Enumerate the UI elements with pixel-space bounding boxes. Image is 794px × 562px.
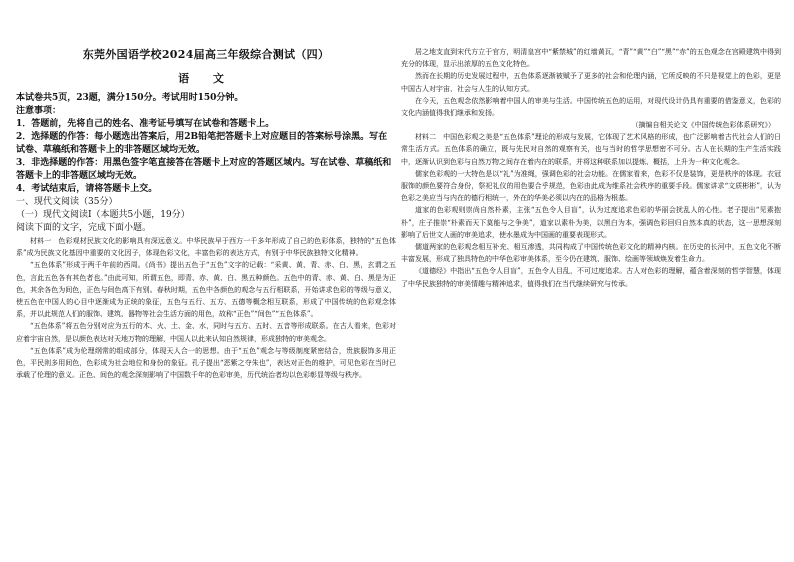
note-item: 3．非选择题的作答：用黑色签字笔直接答在答题卡上对应的答题区域内。写在试卷、草稿纸和答题卡上的非答题区域均无效。 xyxy=(16,158,392,181)
passage-paragraph: “五色体系”形成于两千年前的西周。《尚书》提出五色于“五色”文字的记载：“采黄、黄、青、赤、白、黑，玄谓之五色，言此五色各有其色者也。”由此可知，所谓五色，即青、赤、黄、白、黑五种颜色。五色中的青、赤、黄、白、黑是为正色，其余各色为间色，正色与间色高下有别。春秋时期，五色中各颜色的观念与五行相联系，开始讲求色彩的等级与意义，使五色在中国人的心目中逐渐成为正统的象征，五色与五行、五方、五德等概念相互联系，形成了中国传统的色彩观念体系，并以此规范人们的服饰、建筑、器物等社会生活方面的用色，故称“正色”“间色”“五色体系”。 xyxy=(16,261,396,319)
passage-paragraph: 在今天，五色观念依然影响着中国人的审美与生活。中国传统五色的运用，对现代设计仍具有重要的借鉴意义，色彩的文化内涵值得我们继承和发扬。 xyxy=(401,96,781,118)
passage-paragraph: 然而在长期的历史发展过程中，五色体系逐渐被赋予了更多的社会和伦理内涵，它所反映的不只是视觉上的色彩，更是中国古人对宇宙、社会与人生的认知方式。 xyxy=(401,72,781,93)
passage-paragraph: 儒家色彩观的一大特色是以“礼”为准绳，强调色彩的社会功能。在儒家看来，色彩不仅是装饰，更是秩序的体现。衣冠服饰的颜色要符合身份，祭祀礼仪的用色要合乎规范，色彩由此成为维系社会秩序的重要手段。儒家讲求“文质彬彬”，认为色彩之美应当与内在的德行相统一，外在的华美必须以内在的品格为根基。 xyxy=(401,169,781,203)
passage-paragraph: “五色体系”将五色分别对应为五行的木、火、土、金、水，同时与五方、五时、五音等形成联系。在古人看来，色彩对应着宇宙自然，是以颜色表达对天地万物的理解，中国人以此来认知自然规律，形成独特的审美观念。 xyxy=(16,322,396,343)
left-column xyxy=(16,0,396,562)
source-citation: （摘编自相关论文《中国传统色彩体系研究》） xyxy=(631,121,775,130)
note-item: 4．考试结束后，请将答题卡上交。 xyxy=(16,184,158,194)
reading-instruction: 阅读下面的文字，完成下面小题。 xyxy=(16,223,152,233)
subsection-heading: （一）现代文阅读Ⅰ（本题共5小题，19分） xyxy=(16,210,190,220)
right-column xyxy=(401,0,781,562)
note-item: 2．选择题的作答：每小题选出答案后，用2B铅笔把答题卡上对应题目的答案标号涂黑。写在试卷、草稿纸和答题卡上的非答题区域均无效。 xyxy=(16,132,388,155)
exam-info: 本试卷共5页，23题，满分150分。考试用时150分钟。 xyxy=(16,93,244,103)
exam-title: 东莞外国语学校2024届高三年级综合测试（四） xyxy=(82,48,330,61)
passage-paragraph: 《道德经》中指出“五色令人目盲”，五色令人目乱，不可过度追求。古人对色彩的理解，蕴含着深刻的哲学智慧，体现了中华民族独特的审美情趣与精神追求，值得我们在当代继续研究与传承。 xyxy=(401,267,781,288)
notes-heading: 注意事项： xyxy=(16,106,62,116)
subject-title: 语 文 xyxy=(178,72,234,85)
passage-paragraph: 儒道两家的色彩观念相互补充、相互渗透，共同构成了中国传统色彩文化的精神内核。在历史的长河中，五色文化不断丰富发展，形成了独具特色的中华色彩审美体系，至今仍在建筑、服饰、绘画等领域焕发着生命力。 xyxy=(401,243,781,264)
passage-paragraph: “五色体系”成为伦理纲常的组成部分，体现天人合一的思想。由于“五色”观念与等级制度紧密结合，贵族服饰多用正色，平民则多用间色，色彩成为社会地位和身份的象征。孔子提出“恶紫之夺朱也”，表达对正色的维护，可见色彩在当时已承载了伦理的意义。正色、间色的观念深刻影响了中国数千年的色彩审美，历代统治者均以色彩彰显等级与秩序。 xyxy=(16,346,396,380)
passage-paragraph: 材料一 色彩观材民族文化的影响具有深远意义。中华民族早于西方一千多年形成了自己的色彩体系，独特的“五色体系”成为民族文化基因中重要的文化因子，体现色彩文化，丰富色彩的表达方式，有别于中华民族独特文化精神。 xyxy=(16,237,396,258)
passage-paragraph: 居之地支直到宋代方立于官方，明清皇宫中“紫禁城”的红墙黄瓦，“青”“黄”“白”“黑”“赤”的五色观念在宫殿建筑中得到充分的体现，显示出浓厚的五色文化特色。 xyxy=(401,48,781,69)
passage-paragraph: 道家的色彩观则崇尚自然朴素，主张“五色令人目盲”，认为过度追求色彩的华丽会扰乱人的心性。老子提出“见素抱朴”，庄子推崇“朴素而天下莫能与之争美”，道家以素朴为美，以黑白为本，强调色彩回归自然本真的状态，这一思想深刻影响了后世文人画的审美追求，使水墨成为中国画的重要表现形式。 xyxy=(401,206,781,239)
passage-paragraph: 材料二 中国色彩观之美是“五色体系”理论的形成与发展，它体现了艺术风格的形成，也广泛影响着古代社会人们的日常生活方式。五色体系的确立，既与先民对自然的观察有关，也与当时的哲学思想密不可分。古人在长期的生产生活实践中，逐渐认识到色彩与自然万物之间存在着内在的联系，并将这种联系加以提炼、概括，上升为一种文化观念。 xyxy=(401,133,781,166)
section-heading: 一、现代文阅读（35分） xyxy=(16,197,118,207)
note-item: 1．答题前，先将自己的姓名、准考证号填写在试卷和答题卡上。 xyxy=(16,119,275,129)
